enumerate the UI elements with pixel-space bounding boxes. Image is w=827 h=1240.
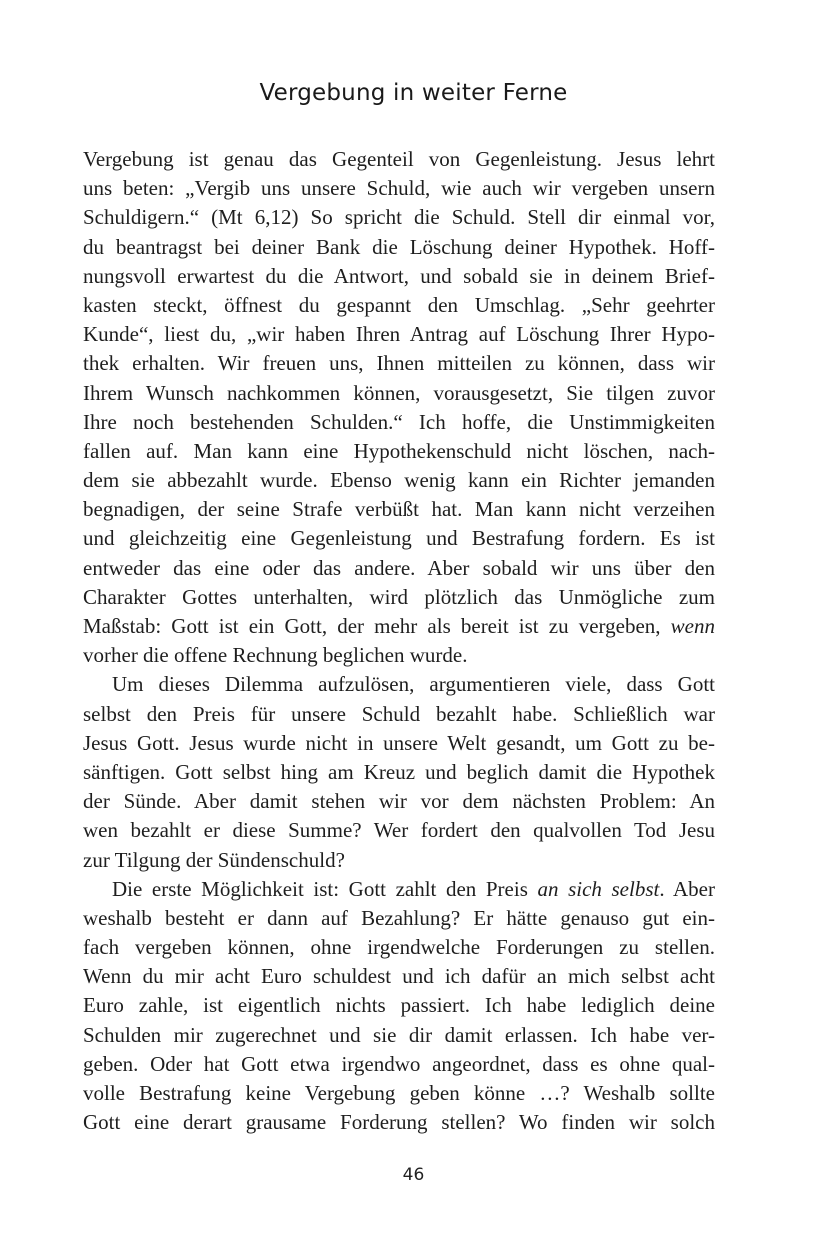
text-line: begnadigen, der seine Strafe verbüßt hat. Man kann nicht verzeihen	[83, 497, 715, 522]
paragraph	[83, 875, 715, 1138]
italic-text: wenn	[670, 614, 715, 638]
italic-text: an sich selbst	[537, 876, 660, 901]
text-line: Kunde“, liest du, „wir haben Ihren Antrag auf Löschung Ihrer Hypo-	[83, 322, 715, 347]
text-line: Charakter Gottes unterhalten, wird plötzlich das Unmögliche zum	[83, 584, 715, 609]
text-line: und gleichzeitig eine Gegenleistung und Bestrafung fordern. Es ist	[83, 526, 715, 551]
text-line: Wenn du mir acht Euro schuldest und ich dafür an mich selbst acht	[83, 964, 715, 989]
text-line: du beantragst bei deiner Bank die Löschung deiner Hypothek. Hoff-	[83, 234, 715, 259]
paragraph	[83, 670, 715, 874]
text-line: nungsvoll erwartest du die Antwort, und sobald sie in deinem Brief-	[83, 263, 715, 288]
text-line	[83, 612, 715, 641]
text-line: Jesus Gott. Jesus wurde nicht in unsere Welt gesandt, um Gott zu be-	[83, 730, 715, 755]
text-line: uns beten: „Vergib uns unsere Schuld, wie auch wir vergeben unsern	[83, 176, 715, 201]
page-number: 46	[402, 1165, 425, 1185]
text-line: dem sie abbezahlt wurde. Ebenso wenig kann ein Richter jemanden	[83, 468, 715, 493]
text-segment: Maßstab: Gott ist ein Gott, der mehr als bereit ist zu vergeben,	[83, 614, 671, 638]
text-segment: Die erste Möglichkeit ist: Gott zahlt den Preis	[112, 876, 538, 901]
text-line: zur Tilgung der Sündenschuld?	[83, 847, 345, 872]
text-line: Vergebung ist genau das Gegenteil von Gegenleistung. Jesus lehrt	[83, 147, 715, 171]
text-line: Um dieses Dilemma aufzulösen, argumentieren viele, dass Gott	[112, 672, 715, 697]
text-line: Schulden mir zugerechnet und sie dir damit erlassen. Ich habe ver-	[83, 1022, 715, 1047]
text-line: Ihrem Wunsch nachkommen können, vorausgesetzt, Sie tilgen zuvor	[83, 380, 715, 405]
text-line	[83, 875, 715, 904]
text-line: wen bezahlt er diese Summe? Wer fordert den qualvollen Tod Jesu	[83, 818, 715, 843]
text-line: Gott eine derart grausame Forderung stellen? Wo finden wir solch	[83, 1110, 715, 1135]
text-line: kasten steckt, öffnest du gespannt den Umschlag. „Sehr geehrter	[83, 292, 715, 317]
chapter-heading: Vergebung in weiter Ferne	[259, 80, 568, 106]
text-segment: . Aber	[659, 876, 715, 901]
text-line: thek erhalten. Wir freuen uns, Ihnen mitteilen zu können, dass wir	[83, 351, 715, 376]
text-line: selbst den Preis für unsere Schuld bezahlt habe. Schließlich war	[83, 701, 715, 726]
text-line: volle Bestrafung keine Vergebung geben könne …? Weshalb sollte	[83, 1081, 715, 1105]
text-line: vorher die offene Rechnung beglichen wurde.	[83, 643, 468, 668]
paragraph	[83, 145, 715, 670]
text-line: sänftigen. Gott selbst hing am Kreuz und beglich damit die Hypothek	[83, 759, 715, 784]
text-line: fach vergeben können, ohne irgendwelche Forderungen zu stellen.	[83, 935, 715, 960]
text-line: geben. Oder hat Gott etwa irgendwo angeordnet, dass es ohne qual-	[83, 1051, 715, 1076]
text-line: entweder das eine oder das andere. Aber sobald wir uns über den	[83, 555, 715, 580]
text-line: weshalb besteht er dann auf Bezahlung? Er hätte genauso gut ein-	[83, 905, 715, 930]
body-text	[83, 145, 715, 1137]
text-line: fallen auf. Man kann eine Hypothekenschuld nicht löschen, nach-	[83, 438, 715, 463]
text-line: Ihre noch bestehenden Schulden.“ Ich hoffe, die Unstimmigkeiten	[83, 409, 715, 434]
text-line: Euro zahle, ist eigentlich nichts passiert. Ich habe lediglich deine	[83, 993, 715, 1018]
text-line: der Sünde. Aber damit stehen wir vor dem nächsten Problem: An	[83, 789, 715, 814]
text-line: Schuldigern.“ (Mt 6,12) So spricht die Schuld. Stell dir einmal vor,	[83, 205, 715, 230]
